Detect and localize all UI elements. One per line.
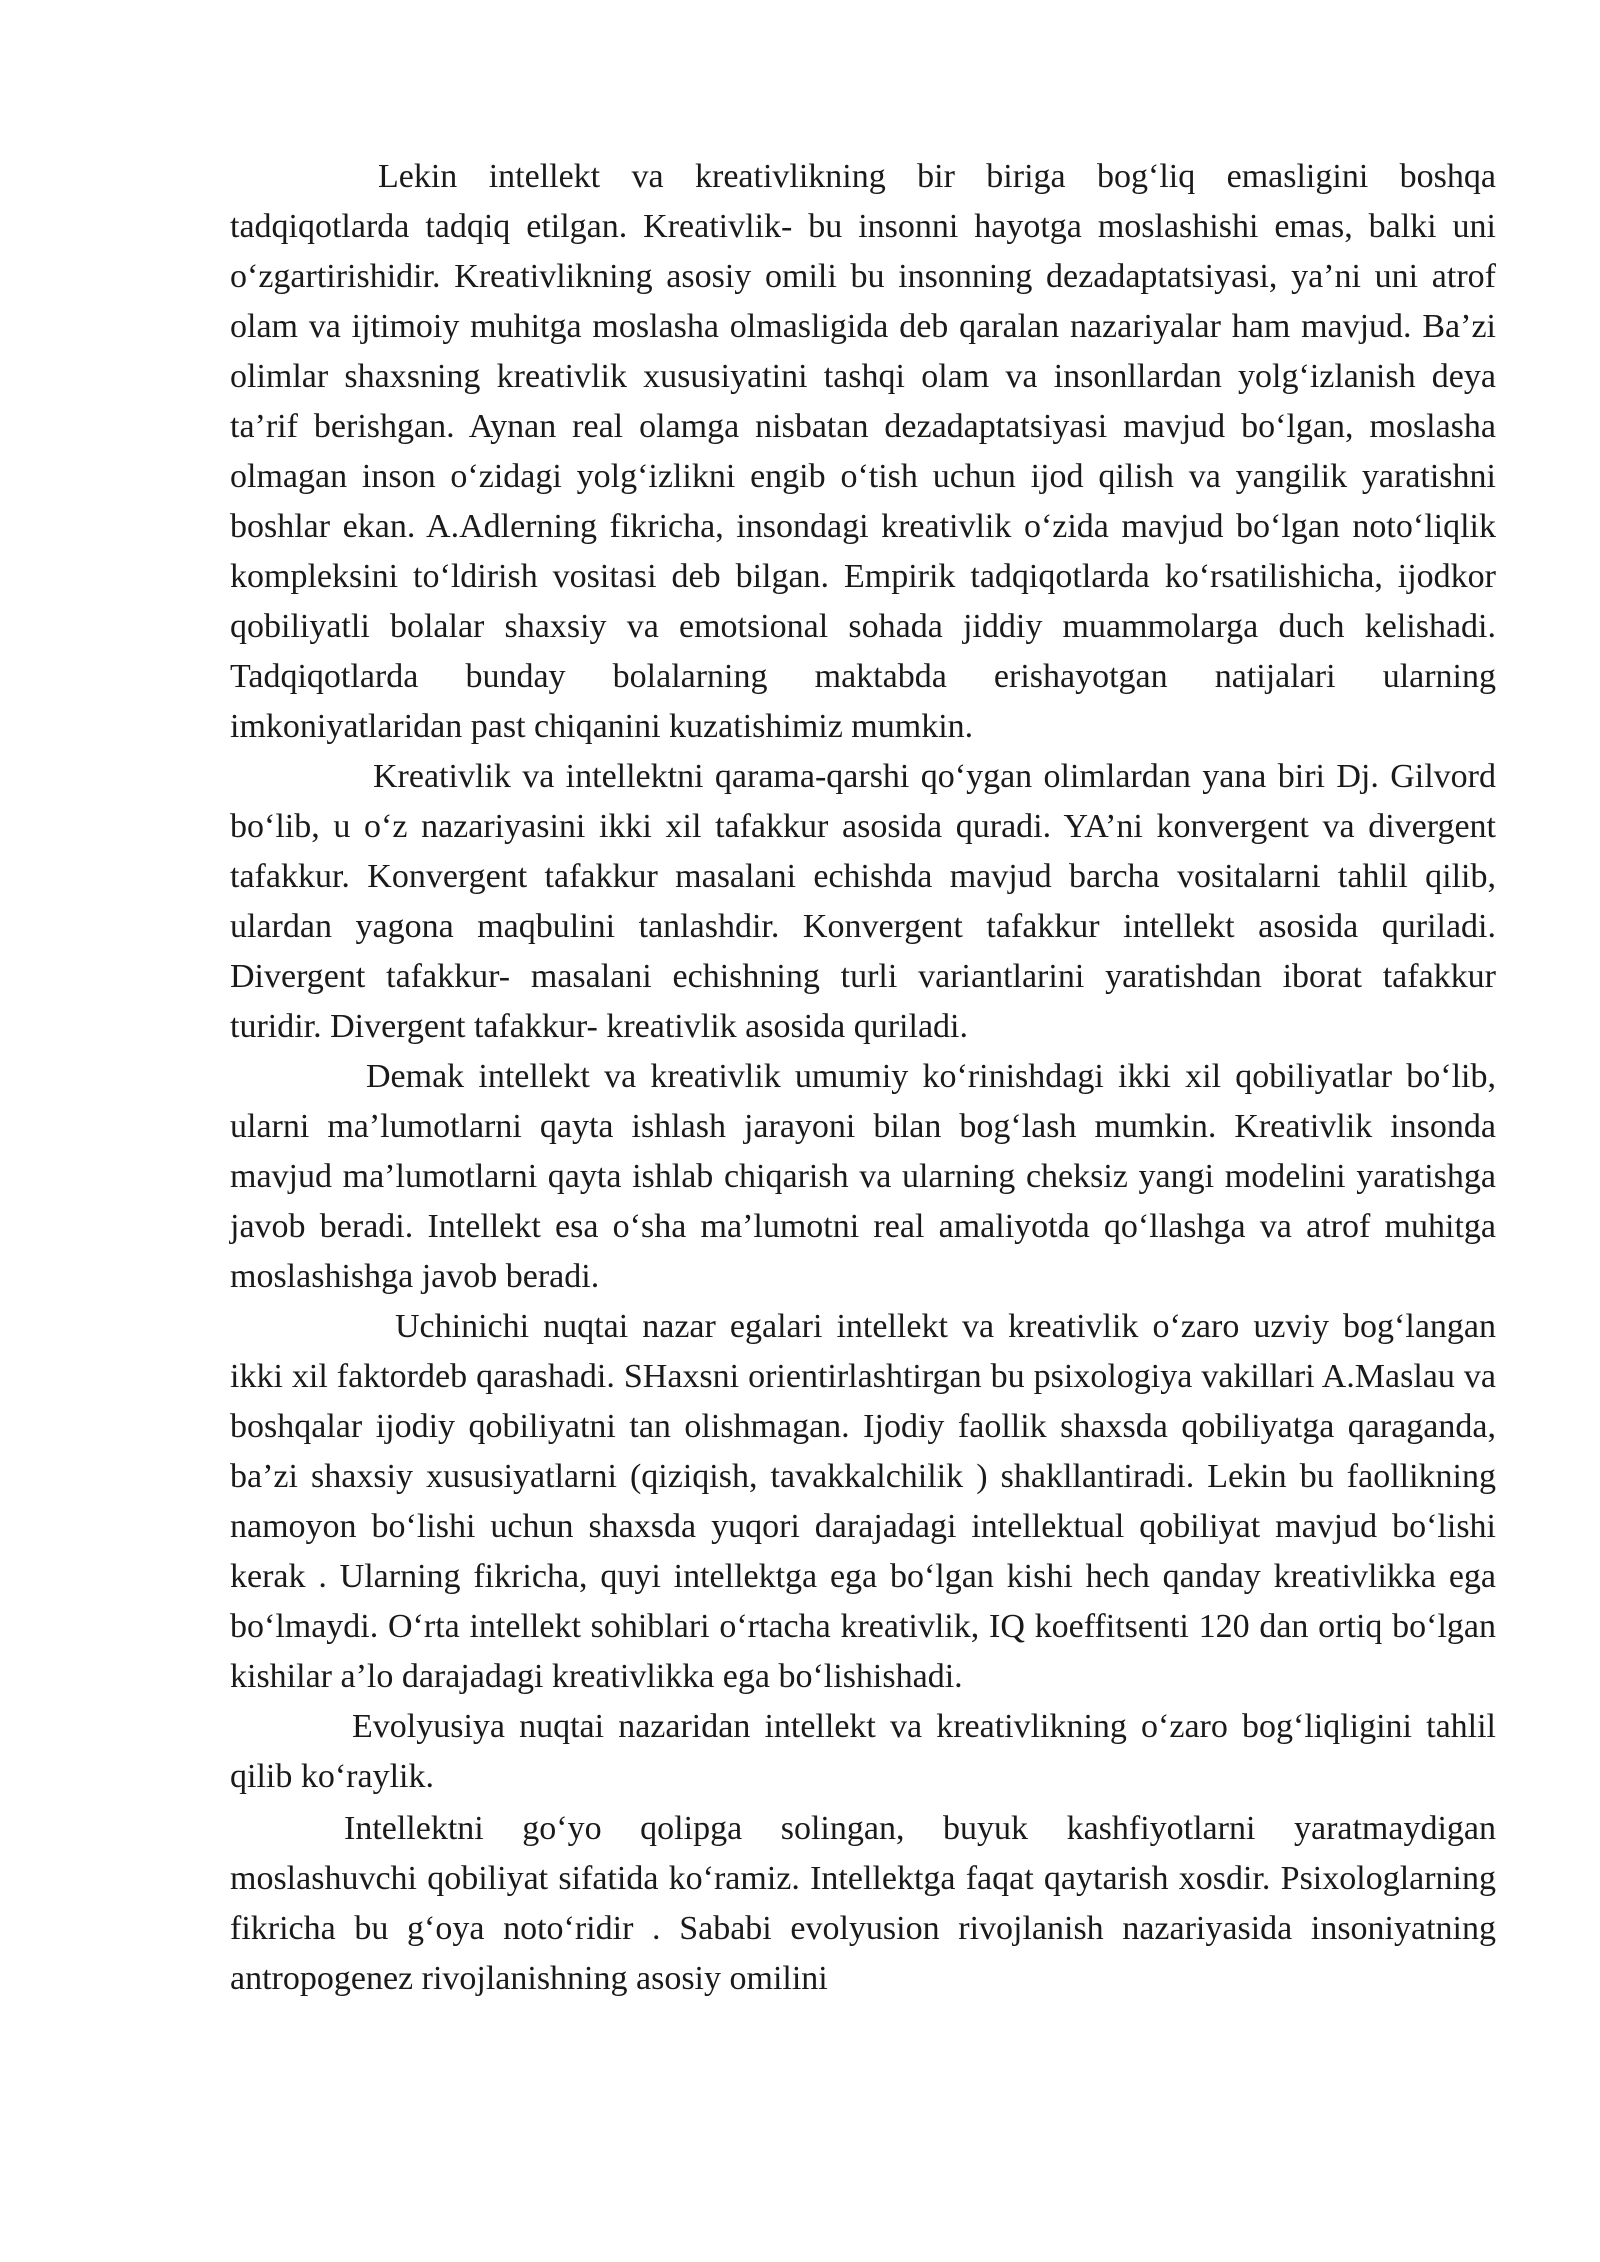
paragraph-adaptive-intellect: Intellektni go‘yo qolipga solingan, buyuk kashfiyotlarni yaratmaydigan moslashuvchi qobiliyat sifatida ko‘ramiz. Intellektga faqat qaytarish xosdir. Psixologlarning fikricha bu g‘oya noto‘ridir . Sababi evolyusion rivojlanish nazariyasida insoniyatning antropogenez rivojlanishning asosiy omilini [230,1810,1496,1997]
paragraph-intellect-creativity-independence: Lekin intellekt va kreativlikning bir biriga bog‘liq emasligini boshqa tadqiqotlarda tadqiq etilgan. Kreativlik- bu insonni hayotga moslashishi emas, balki uni o‘zgartirishidir. Kreativlikning asosiy omili bu insonning dezadaptatsiyasi, ya’ni uni atrof olam va ijtimoiy muhitga moslasha olmasligida deb qaralan nazariyalar ham mavjud. Ba’zi olimlar shaxsning kreativlik xususiyatini tashqi olam va insonllardan yolg‘izlanish deya ta’rif berishgan. Aynan real olamga nisbatan dezadaptatsiyasi mavjud bo‘lgan, moslasha olmagan inson o‘zidagi yolg‘izlikni engib o‘tish uchun ijod qilish va yangilik yaratishni boshlar ekan. A.Adlerning fikricha, insondagi kreativlik o‘zida mavjud bo‘lgan noto‘liqlik kompleksini to‘ldirish vositasi deb bilgan. Empirik tadqiqotlarda ko‘rsatilishicha, ijodkor qobiliyatli bolalar shaxsiy va emotsional sohada jiddiy muammolarga duch kelishadi. Tadqiqotlarda bunday bolalarning maktabda erishayotgan natijalari ularning imkoniyatlaridan past chiqanini kuzatishimiz mumkin. [230,158,1496,745]
paragraph-evolution-intro: Evolyusiya nuqtai nazaridan intellekt va kreativlikning o‘zaro bog‘liqligini tahlil qilib ko‘raylik. [230,1708,1496,1795]
document-body [230,152,1496,2004]
paragraph-third-viewpoint: Uchinichi nuqtai nazar egalari intellekt va kreativlik o‘zaro uzviy bog‘langan ikki xil faktordeb qarashadi. SHaxsni orientirlashtirgan bu psixologiya vakillari A.Maslau va boshqalar ijodiy qobiliyatni tan olishmagan. Ijodiy faollik shaxsda qobiliyatga qaraganda, ba’zi shaxsiy xususiyatlarni (qiziqish, tavakkalchilik ) shakllantiradi. Lekin bu faollikning namoyon bo‘lishi uchun shaxsda yuqori darajadagi intellektual qobiliyat mavjud bo‘lishi kerak . Ularning fikricha, quyi intellektga ega bo‘lgan kishi hech qanday kreativlikka ega bo‘lmaydi. O‘rta intellekt sohiblari o‘rtacha kreativlik, IQ koeffitsenti 120 dan ortiq bo‘lgan kishilar a’lo darajadagi kreativlikka ega bo‘lishishadi. [230,1308,1496,1695]
paragraph-two-abilities: Demak intellekt va kreativlik umumiy ko‘rinishdagi ikki xil qobiliyatlar bo‘lib, ularni ma’lumotlarni qayta ishlash jarayoni bilan bog‘lash mumkin. Kreativlik insonda mavjud ma’lumotlarni qayta ishlab chiqarish va ularning cheksiz yangi modelini yaratishga javob beradi. Intellekt esa o‘sha ma’lumotni real amaliyotda qo‘llashga va atrof muhitga moslashishga javob beradi. [230,1058,1496,1295]
paragraph-guilford-theory: Kreativlik va intellektni qarama-qarshi qo‘ygan olimlardan yana biri Dj. Gilvord bo‘lib, u o‘z nazariyasini ikki xil tafakkur asosida quradi. YA’ni konvergent va divergent tafakkur. Konvergent tafakkur masalani echishda mavjud barcha vositalarni tahlil qilib, ulardan yagona maqbulini tanlashdir. Konvergent tafakkur intellekt asosida quriladi. Divergent tafakkur- masalani echishning turli variantlarini yaratishdan iborat tafakkur turidir. Divergent tafakkur- kreativlik asosida quriladi. [230,758,1496,1045]
